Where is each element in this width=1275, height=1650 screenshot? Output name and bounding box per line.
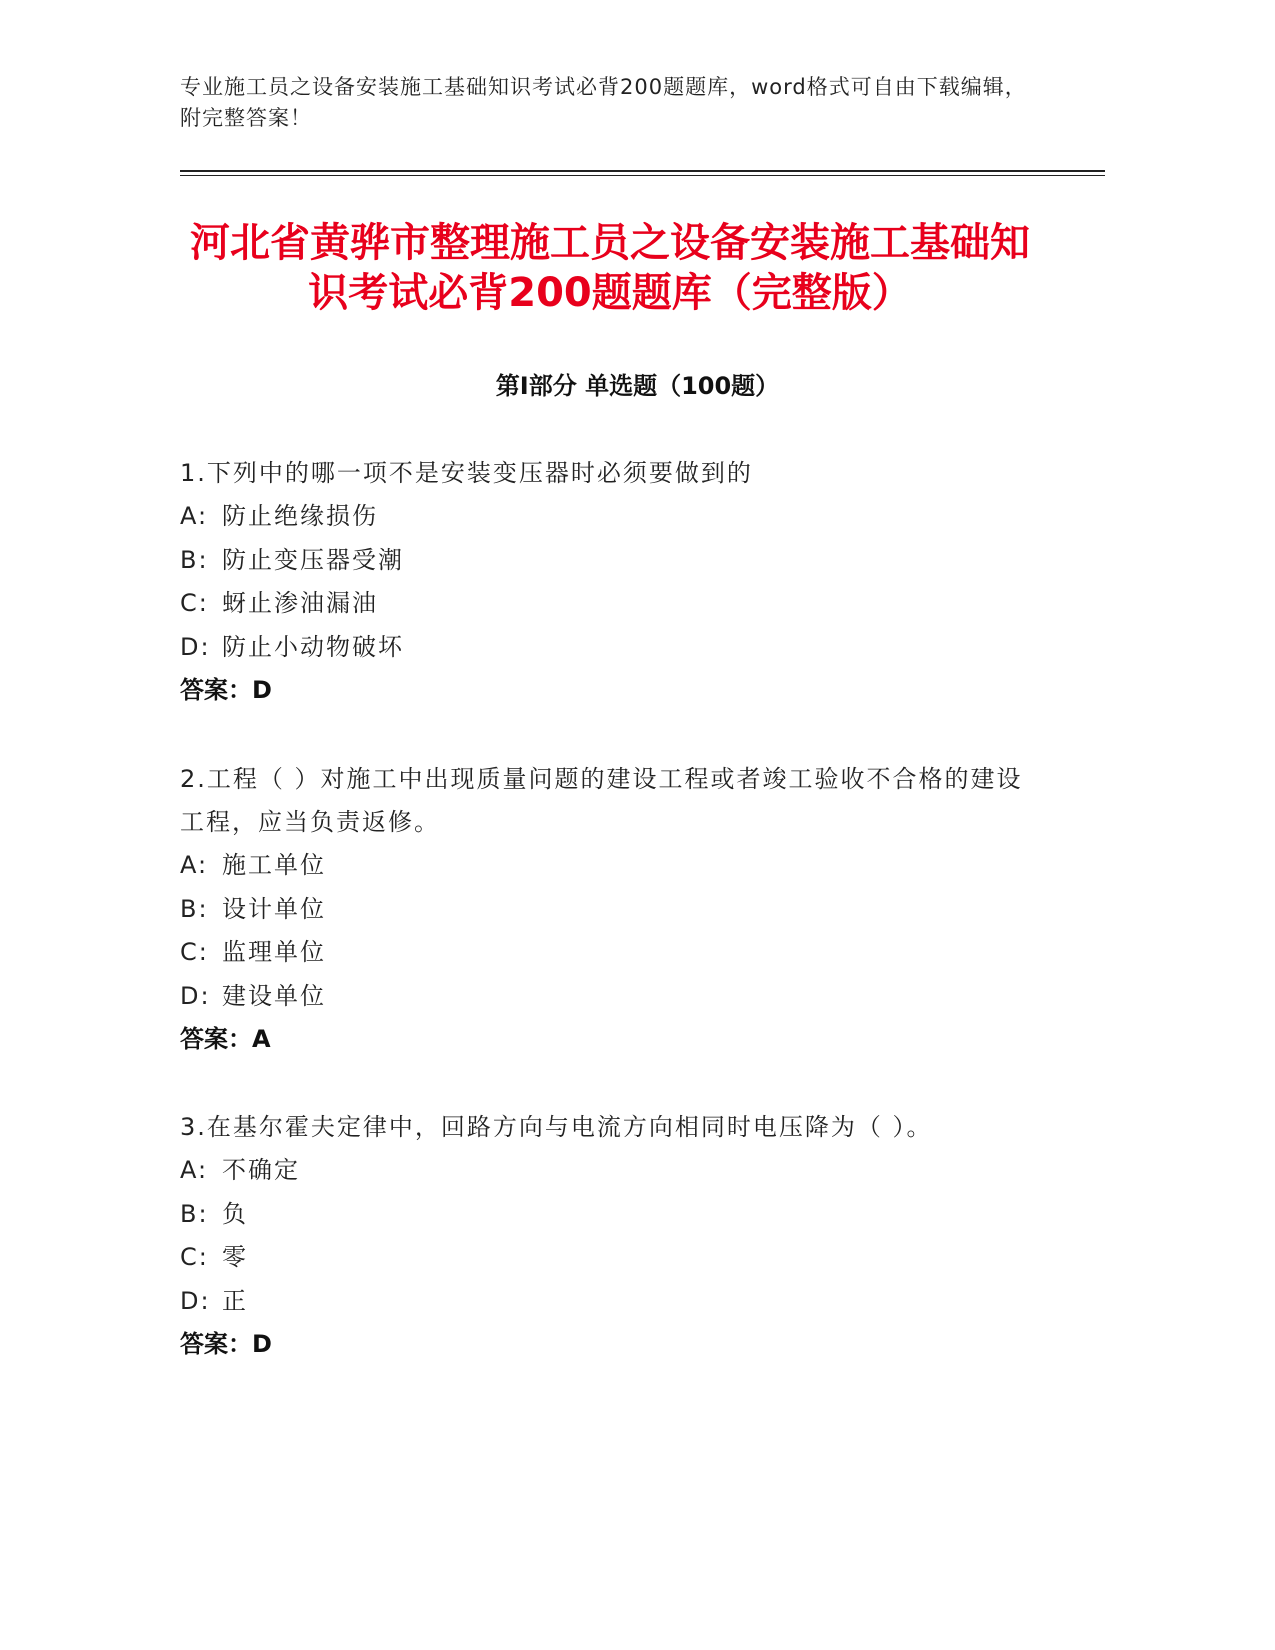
question-answer: 答案：D [180,1330,272,1358]
question-2 [180,758,1040,1062]
option-letter: B: [180,894,209,923]
question-stem: 1.下列中的哪一项不是安装变压器时必须要做到的 [180,459,753,487]
option-letter: B: [180,1199,209,1228]
option-text: 零 [222,1243,248,1271]
option-text: 监理单位 [222,938,326,966]
option-text: 蚜止渗油漏油 [222,589,378,617]
option-text: 建设单位 [222,981,326,1010]
question-option-c [180,1236,1040,1280]
option-letter: A: [180,851,209,879]
question-option-d [180,1280,1040,1324]
option-letter: D: [180,1286,211,1315]
question-option-a [180,495,1040,539]
header-note: 专业施工员之设备安装施工基础知识考试必背200题题库，word格式可自由下载编辑，附完整答案！ [180,75,1027,130]
option-text: 负 [222,1199,248,1228]
option-letter: C: [180,589,209,617]
option-letter: B: [180,545,209,574]
question-answer: 答案：A [180,1025,271,1053]
option-text: 施工单位 [222,851,326,879]
option-letter: C: [180,938,209,966]
option-letter: A: [180,502,209,530]
option-text: 防止绝缘损伤 [222,502,378,530]
option-text: 不确定 [222,1156,300,1184]
question-option-c [180,931,1040,975]
question-1 [180,452,1040,713]
option-letter: D: [180,981,211,1010]
question-option-c [180,582,1040,626]
question-option-d [180,975,1040,1019]
option-letter: D: [180,632,211,661]
question-option-b [180,539,1040,583]
question-option-b [180,1193,1040,1237]
question-answer: 答案：D [180,676,272,704]
section-title: 第Ⅰ部分 单选题（100题） [495,372,780,400]
option-letter: A: [180,1156,209,1184]
option-text: 防止小动物破坏 [222,632,404,661]
option-letter: C: [180,1243,209,1271]
option-text: 设计单位 [222,894,326,923]
question-stem: 2.工程（ ）对施工中出现质量问题的建设工程或者竣工验收不合格的建设工程，应当负责返修。 [180,765,1023,836]
question-option-a [180,844,1040,888]
question-3 [180,1106,1040,1367]
header-rule-thick [180,170,1105,172]
question-option-b [180,888,1040,932]
option-text: 防止变压器受潮 [222,545,404,574]
option-text: 正 [222,1286,248,1315]
question-stem: 3.在基尔霍夫定律中，回路方向与电流方向相同时电压降为（ ）。 [180,1113,933,1141]
document-title: 河北省黄骅市整理施工员之设备安装施工基础知识考试必背200题题库（完整版） [190,220,1030,316]
question-option-a [180,1149,1040,1193]
question-option-d [180,626,1040,670]
header-rule-thin [180,175,1105,176]
